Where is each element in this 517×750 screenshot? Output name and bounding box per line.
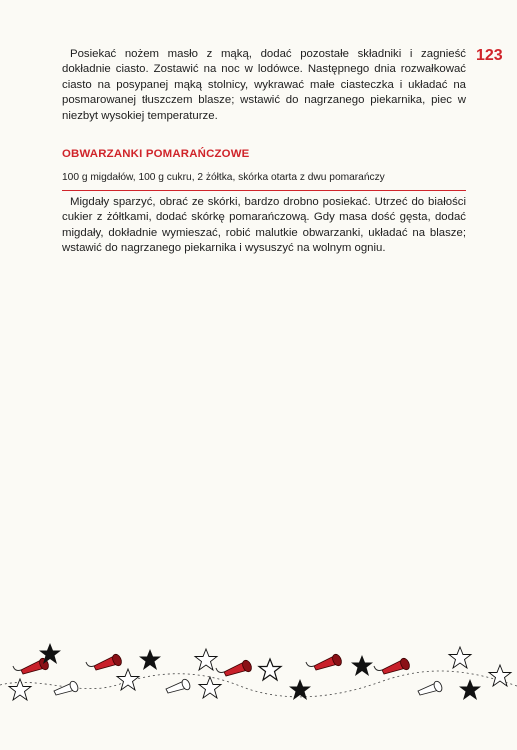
recipe-instructions: Migdały sparzyć, obrać ze skórki, bardzo drobno posiekać. Utrzeć do białości cukier z żółtkami, dodać skórkę pomarańczową. Gdy masa dość gęsta, dodać migdały, dokładnie wymieszać, robić malutkie obwarzanki, układać na blasze; wstawić do nagrzanego piekarnika i wysuszyć na wolnym ogniu. xyxy=(62,196,466,255)
divider xyxy=(62,190,466,191)
recipe-title: OBWARZANKI POMARAŃCZOWE xyxy=(62,148,250,160)
decorative-border xyxy=(0,640,517,710)
page-number: 123 xyxy=(476,47,503,64)
intro-paragraph: Posiekać nożem masło z mąką, dodać pozostałe składniki i zagnieść dokładnie ciasto. Zostawić na noc w lodówce. Następnego dnia rozwałkować ciasto na posypanej mąką stolnicy, wykrawać małe ciasteczka i układać na posmarowanej tłuszczem blasze; wstawić do nagrzanego piekarnika, piec w niezbyt wysokiej temperaturze. xyxy=(62,48,466,122)
star-icon xyxy=(9,643,511,700)
party-horn-icon xyxy=(13,653,443,695)
recipe-ingredients: 100 g migdałów, 100 g cukru, 2 żółtka, skórka otarta z dwu pomarańczy xyxy=(62,172,385,183)
